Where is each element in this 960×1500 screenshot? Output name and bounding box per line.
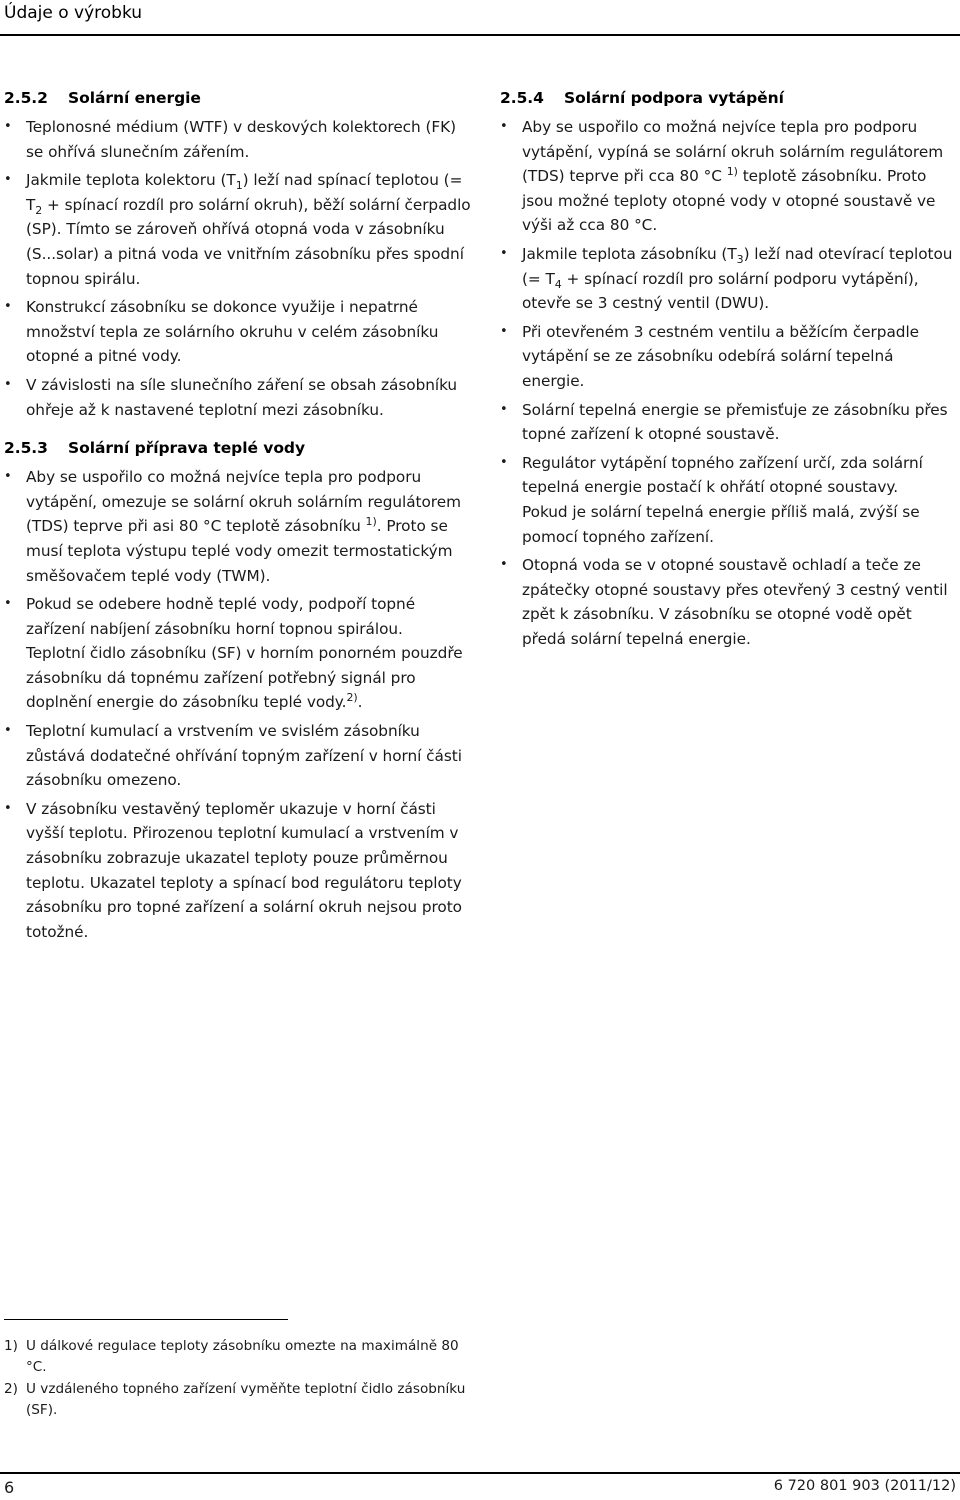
list-item — [500, 451, 956, 549]
page-header — [0, 0, 960, 36]
text-run: ) leží nad spínací teplotou (= T — [26, 171, 463, 214]
document-code: 6 720 801 903 (2011/12) — [773, 1478, 956, 1494]
bullet-list-2-5-4 — [500, 115, 956, 651]
list-item — [4, 168, 474, 291]
subscript: 4 — [554, 277, 562, 291]
paragraph — [26, 465, 474, 588]
section-number: 2.5.3 — [4, 439, 48, 458]
list-item — [500, 115, 956, 238]
text-run: Jakmile teplota kolektoru (T — [26, 171, 236, 190]
list-item — [4, 797, 474, 945]
footer-rule — [0, 1472, 960, 1474]
text-run: + spínací rozdíl pro solární okruh), běží solární čerpadlo (SP). Tímto se zároveň ohřívá otopná voda v zásobníku (S...solar) a pitná voda ve vnitřním zásobníku přes spodní topnou spirálu. — [26, 195, 471, 288]
paragraph: Pokud je solární tepelná energie příliš malá, zvýší se pomocí topného zařízení. — [522, 502, 920, 546]
section-heading-2-5-4 — [500, 86, 956, 110]
subscript: 3 — [736, 253, 744, 267]
text-run: + spínací rozdíl pro solární podporu vytápění), otevře se 3 cestný ventil (DWU). — [522, 269, 919, 313]
footnote-text: U dálkové regulace teploty zásobníku omezte na maximálně 80 °C. — [26, 1338, 459, 1375]
list-item — [500, 320, 956, 394]
section-number: 2.5.4 — [500, 89, 544, 107]
list-item — [4, 115, 474, 164]
header-title: Údaje o výrobku — [4, 3, 143, 23]
spacer — [4, 426, 474, 436]
list-item — [500, 242, 956, 316]
text-run: Teplotní čidlo zásobníku (SF) v horním ponorném pouzdře zásobníku dá topnému zařízení potřebný signál pro doplnění energie do zásobníku teplé vody. — [26, 644, 463, 712]
paragraph: • Regulátor vytápění topného zařízení určí, zda solární tepelná energie postačí k ohřátí otopné soustavy. — [522, 453, 923, 497]
paragraph: • Při otevřeném 3 cestném ventilu a běžícím čerpadle vytápění se ze zásobníku odebírá solární tepelná energie. — [522, 322, 920, 390]
text-run: . — [357, 693, 363, 712]
left-column — [4, 86, 474, 948]
section-title: Solární podpora vytápění — [564, 89, 784, 107]
list-item — [4, 719, 474, 793]
right-column — [500, 86, 956, 655]
paragraph — [522, 242, 956, 316]
paragraph — [522, 115, 956, 238]
list-item — [4, 373, 474, 422]
footnotes — [4, 1336, 474, 1422]
paragraph — [26, 168, 474, 291]
paragraph — [26, 641, 474, 715]
footnote-ref: 1) — [365, 515, 377, 529]
text-run: Jakmile teplota zásobníku (T — [522, 244, 737, 263]
section-heading-2-5-3 — [4, 436, 474, 460]
section-title: Solární energie — [68, 89, 201, 107]
paragraph: • V závislosti na síle slunečního záření se obsah zásobníku ohřeje až k nastavené teplotní mezi zásobníku. — [26, 375, 458, 419]
footnote-ref: 1) — [726, 165, 738, 179]
footnote-ref: 2) — [346, 691, 358, 705]
list-item — [4, 295, 474, 369]
list-item — [4, 465, 474, 588]
text-run: Aby se uspořilo co možná nejvíce tepla pro podporu vytápění, omezuje se solární okruh solárním regulátorem (TDS) teprve při asi 80 °C teplotě zásobníku — [26, 468, 461, 536]
footnote — [4, 1379, 474, 1421]
paragraph: • Solární tepelná energie se přemisťuje ze zásobníku přes topné zařízení k otopné soustavě. — [522, 400, 948, 444]
footnote-text: U vzdáleného topného zařízení vyměňte teplotní čidlo zásobníku (SF). — [26, 1381, 466, 1418]
list-item — [500, 553, 956, 651]
header-rule — [0, 34, 960, 36]
page-number: 6 — [4, 1478, 15, 1497]
paragraph: • Konstrukcí zásobníku se dokonce využije i nepatrné množství tepla ze solárního okruhu v celém zásobníku otopné a pitné vody. — [26, 298, 439, 366]
footnote-mark: 2) — [4, 1381, 18, 1397]
footnote-separator — [4, 1319, 288, 1320]
text-run: teplotě zásobníku. Proto jsou možné teploty otopné vody v otopné soustavě ve výši až cca 80 °C. — [522, 167, 936, 235]
paragraph: • Teplonosné médium (WTF) v deskových kolektorech (FK) se ohřívá slunečním zářením. — [26, 118, 457, 161]
subscript: 1 — [235, 179, 243, 193]
footnote — [4, 1336, 474, 1378]
section-number: 2.5.2 — [4, 89, 48, 107]
subscript: 2 — [35, 203, 43, 217]
text-run: . Proto se musí teplota výstupu teplé vody omezit termostatickým směšovačem teplé vody (TWM). — [26, 517, 453, 585]
list-item — [500, 398, 956, 447]
list-item — [4, 592, 474, 715]
text-run: ) leží nad otevírací teplotou (= T — [522, 244, 953, 288]
paragraph: • V zásobníku vestavěný teploměr ukazuje v horní části vyšší teplotu. Přirozenou teplotní kumulací a vrstvením v zásobníku zobrazuje ukazatel teploty pouze průměrnou teplotu. Ukazatel teploty a spínací bod regulátoru teploty zásobníku pro topné zařízení a solární okruh nejsou proto totožné. — [26, 799, 462, 941]
text-run: Aby se uspořilo co možná nejvíce tepla pro podporu vytápění, vypíná se solární okruh solárním regulátorem (TDS) teprve při cca 80 °C — [522, 118, 944, 186]
paragraph: • Pokud se odebere hodně teplé vody, podpoří topné zařízení nabíjení zásobníku horní topnou spirálou. — [26, 595, 416, 638]
bullet-list-2-5-2 — [4, 115, 474, 422]
bullet-list-2-5-3 — [4, 465, 474, 944]
section-title: Solární příprava teplé vody — [68, 439, 306, 458]
paragraph: • Teplotní kumulací a vrstvením ve svislém zásobníku zůstává dodatečné ohřívání topným zařízení v horní části zásobníku omezeno. — [26, 722, 462, 790]
section-heading-2-5-2 — [4, 86, 474, 110]
paragraph: • Otopná voda se v otopné soustavě ochladí a teče ze zpátečky otopné soustavy přes otevřený 3 cestný ventil zpět k zásobníku. V zásobníku se otopné vodě opět předá solární tepelná energie. — [522, 556, 948, 648]
footnote-mark: 1) — [4, 1338, 18, 1354]
